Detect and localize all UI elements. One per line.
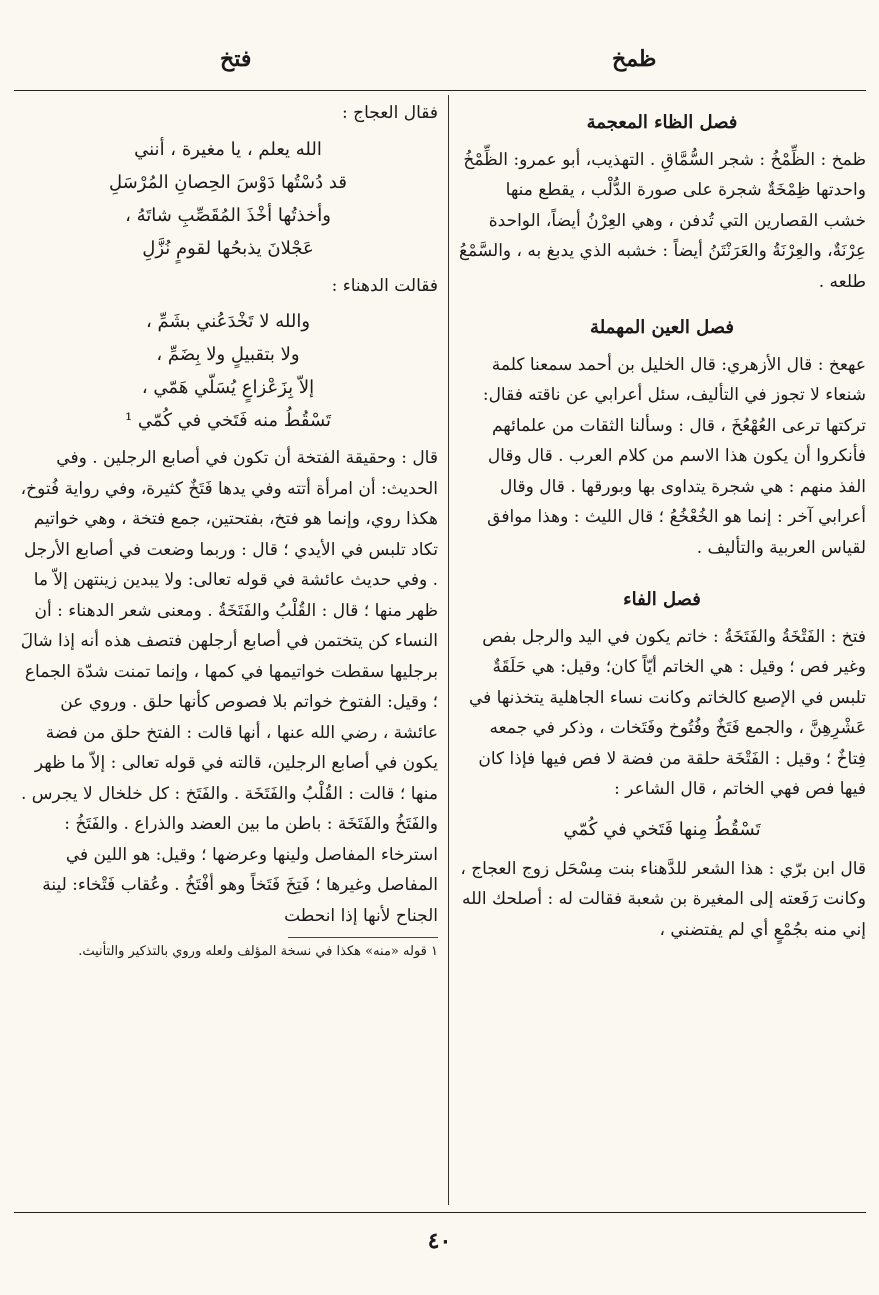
ajjaj-intro: فقال العجاج :: [341, 103, 438, 123]
verse-line: عَجْلانَ يذبحُها لقومٍ نُزَّلِ: [142, 237, 314, 259]
entry-fatakh: فتخ : الفَتْخَةُ والفَتَخَةُ : خاتم يكون في اليد والرجل بفص وغير فص ؛ وقيل : هي الخاتم أيّاً كان؛ وقيل: هي حَلَقَةٌ تلبس في الإصبع كالخاتم وكانت نساء الجاهلية يتخذنها في عَشْرِهِنَّ ، والجمع فَتَخٌ وفُتُوخ وفَتَخات ، وذكر في جمعه فِتاخٌ ؛ وقيل : الفَتْخَة حلقة من فضة لا فص فيها فإذا كان فيها فص فهي الخاتم ، قال الشاعر :: [468, 626, 866, 799]
bottom-rule: [14, 1212, 866, 1213]
left-column: [18, 98, 438, 962]
section-heading-zaa: فصل الظاء المعجمة: [586, 112, 738, 133]
verse-line: وأخذتُها أخْذَ المُقَصِّبِ شاتَهُ ،: [125, 204, 331, 226]
ajjaj-verses: [18, 133, 438, 265]
verse-fatakhi: تَسْقُطُ مِنها فَتَخي في كُمّي: [563, 818, 761, 840]
ibn-barri-comment: قال ابن برّي : هذا الشعر للدَّهناء بنت مِسْحَل زوج العجاج ، وكانت رَفَعته إلى المغيرة بن شعبة فقالت له : أصلحك الله إني منه بجُمْعٍ أي لم يفتضني ،: [460, 858, 866, 940]
header-right-word: ظمخ: [612, 46, 657, 72]
footnote: ١ قوله «منه» هكذا في نسخة المؤلف ولعله وروي بالتذكير والتأنيث.: [78, 944, 438, 959]
section-heading-faa: فصل الفاء: [623, 589, 701, 610]
verse-line: والله لا تَخْدَعُني بشَمِّ ،: [145, 311, 311, 332]
verse-line: ولا بتقبيلٍ ولا بِضَمِّ ،: [156, 344, 300, 365]
footnote-rule: [288, 937, 438, 938]
column-divider: [448, 95, 449, 1205]
page-number: ٤٠: [427, 1228, 452, 1254]
section-heading-ayn: فصل العين المهملة: [590, 317, 734, 338]
right-column: [458, 98, 866, 945]
verse-line: تَسْقُطُ منه فَتَخي في كُمّي ¹: [124, 410, 332, 431]
header-left-word: فتخ: [220, 46, 252, 72]
verse-line: قد دُسْتُها دَوْسَ الحِصانِ المُرْسَلِ: [109, 171, 347, 193]
fatakh-body-text: قال : وحقيقة الفتخة أن تكون في أصابع الرجلين . وفي الحديث: أن امرأة أتته وفي يدها فَتَخٌ كثيرة، وفي رواية فُتوخ، هكذا روي، وإنما هو فتخ، بفتحتين، جمع فتخة ، وهي خواتيم تكاد تلبس في الأيدي ؛ قال : وربما وضعت في أصابع الأرجل . وفي حديث عائشة في قوله تعالى: ولا يبدين زينتهن إلاّ ما ظهر منها ؛ قال : القُلْبُ والفَتَخَةُ . ومعنى شعر الدهناء : أن النساء كن يتختمن في أصابع أرجلهن فتصف هذه أنه إذا شالَ برجليها سقطت خواتيمها في كمها ، وإنما تمنت شدّة الجماع ؛ وقيل: الفتوخ خواتم بلا فصوص كأنها حلق . وروي عن عائشة ، رضي الله عنها ، أنها قالت : الفتخ حلق من فضة يكون في أصابع الرجلين، قالته في قوله تعالى : إلاّ ما ظهر منها ؛ قالت : القُلْبُ والفَتَخَة . والفَتَخ : كل خلخال لا يجرس . والفَتَخُ والفَتَخَة : باطن ما بين العضد والذراع . والفَتَخُ : استرخاء المفاصل ولينها وعرضها ؛ وقيل: هو اللين في المفاصل وغيرها ؛ فَتِخَ فَتَخاً وهو أفْتَخُ . وعُقاب فَتْخاء: لينة الجناح لأنها إذا انحطت: [20, 448, 438, 926]
verse-line: الله يعلم ، يا مغيرة ، أنني: [134, 138, 322, 160]
dahnaa-intro: فقالت الدهناء :: [331, 275, 438, 296]
entry-ahaaekh: عهعخ : قال الأزهري: قال الخليل بن أحمد سمعنا كلمة شنعاء لا تجوز في التأليف، سئل أعرابي عن ناقته فقال: تركتها ترعى العُهْعُخَ ، قال : وسألنا الثقات من علمائهم فأنكروا أن يكون هذا الاسم من كلام العرب . قال وقال الفذ منهم : هي شجرة يتداوى بها وبورقها . قال وقال أعرابي آخر : إنما هو الخُعْخُعُ ؛ قال الليث : وهذا موافق لقياس العربية والتأليف .: [482, 354, 866, 558]
entry-zamakh: ظمخ : الظِّمْخُ : شجر السُّمَّاقِ . التهذيب، أبو عمرو: الظِّمْخُ واحدتها ظِمْخَةٌ شجرة على صورة الدُّلْب ، يقطع منها خشب القصارين التي تُدفن ، وهي العِرْنُ أيضاً، الواحدة عِرْنَةٌ، والعِرْنَةُ والعَرَنْتَنُ أيضاً : خشبه الذي يدبغ به ، والسَّمْعُ طلعه .: [458, 149, 866, 292]
verse-line: إلاّ بِزَعْزاعٍ يُسَلّي هَمّي ،: [141, 377, 315, 398]
dahnaa-verses: [18, 305, 438, 437]
top-rule: [14, 90, 866, 91]
